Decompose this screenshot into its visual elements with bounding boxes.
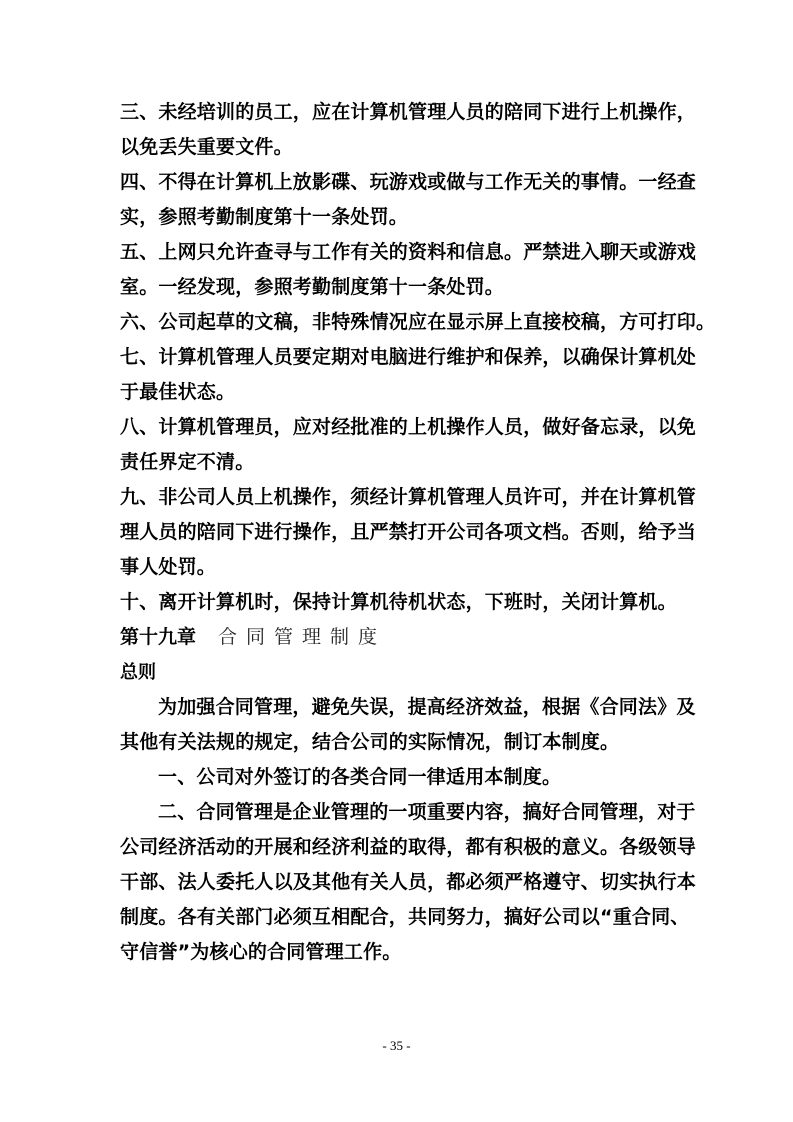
text-line: 理人员的陪同下进行操作，且严禁打开公司各项文档。否则，给予当: [120, 521, 697, 543]
section-heading: 总则: [120, 662, 156, 683]
chapter-heading: [120, 620, 676, 655]
document-page: [120, 95, 716, 970]
paragraph-line: 二、合同管理是企业管理的一项重要内容，搞好合同管理，对于: [158, 801, 696, 823]
paragraph-line: 制度。各有关部门必须互相配合，共同努力，搞好公司以“重合同、: [120, 906, 690, 928]
text-line: 三、未经培训的员工，应在计算机管理人员的陪同下进行上机操作，: [120, 101, 697, 123]
chapter-number: 第十九章: [120, 626, 197, 648]
text-line: 八、计算机管理员，应对经批准的上机操作人员，做好备忘录，以免: [120, 416, 697, 438]
text-line: 实，参照考勤制度第十一条处罚。: [120, 206, 409, 228]
text-line: 五、上网只允许查寻与工作有关的资料和信息。严禁进入聊天或游戏: [120, 241, 697, 263]
paragraph-line: 其他有关法规的规定，结合公司的实际情况，制订本制度。: [120, 731, 620, 753]
text-line: 十、离开计算机时，保持计算机待机状态，下班时，关闭计算机。: [120, 591, 677, 613]
text-line: 室。一经发现，参照考勤制度第十一条处罚。: [120, 276, 505, 298]
page-number: - 35 -: [382, 1038, 411, 1053]
paragraph-line: 一、公司对外签订的各类合同一律适用本制度。: [158, 766, 562, 788]
text-line: 六、公司起草的文稿，非特殊情况应在显示屏上直接校稿，方可打印。: [120, 311, 716, 333]
text-line: 责任界定不清。: [120, 451, 255, 473]
paragraph-line: 公司经济活动的开展和经济利益的取得，都有积极的意义。各级领导: [120, 836, 697, 858]
text-line: 以免丢失重要文件。: [120, 136, 293, 158]
text-line: 事人处罚。: [120, 556, 217, 578]
paragraph-line: 为加强合同管理，避免失误，提高经济效益，根据《合同法》及: [158, 696, 696, 718]
text-line: 七、计算机管理人员要定期对电脑进行维护和保养，以确保计算机处: [120, 346, 697, 368]
paragraph-line: 干部、法人委托人以及其他有关人员，都必须严格遵守、切实执行本: [120, 871, 697, 893]
text-line: 九、非公司人员上机操作，须经计算机管理人员许可，并在计算机管: [120, 486, 697, 508]
paragraph-line: 守信誉”为核心的合同管理工作。: [120, 941, 402, 963]
chapter-title: 合同管理制度: [218, 626, 387, 648]
text-line: 四、不得在计算机上放影碟、玩游戏或做与工作无关的事情。一经查: [120, 171, 697, 193]
text-line: 于最佳状态。: [120, 381, 236, 403]
